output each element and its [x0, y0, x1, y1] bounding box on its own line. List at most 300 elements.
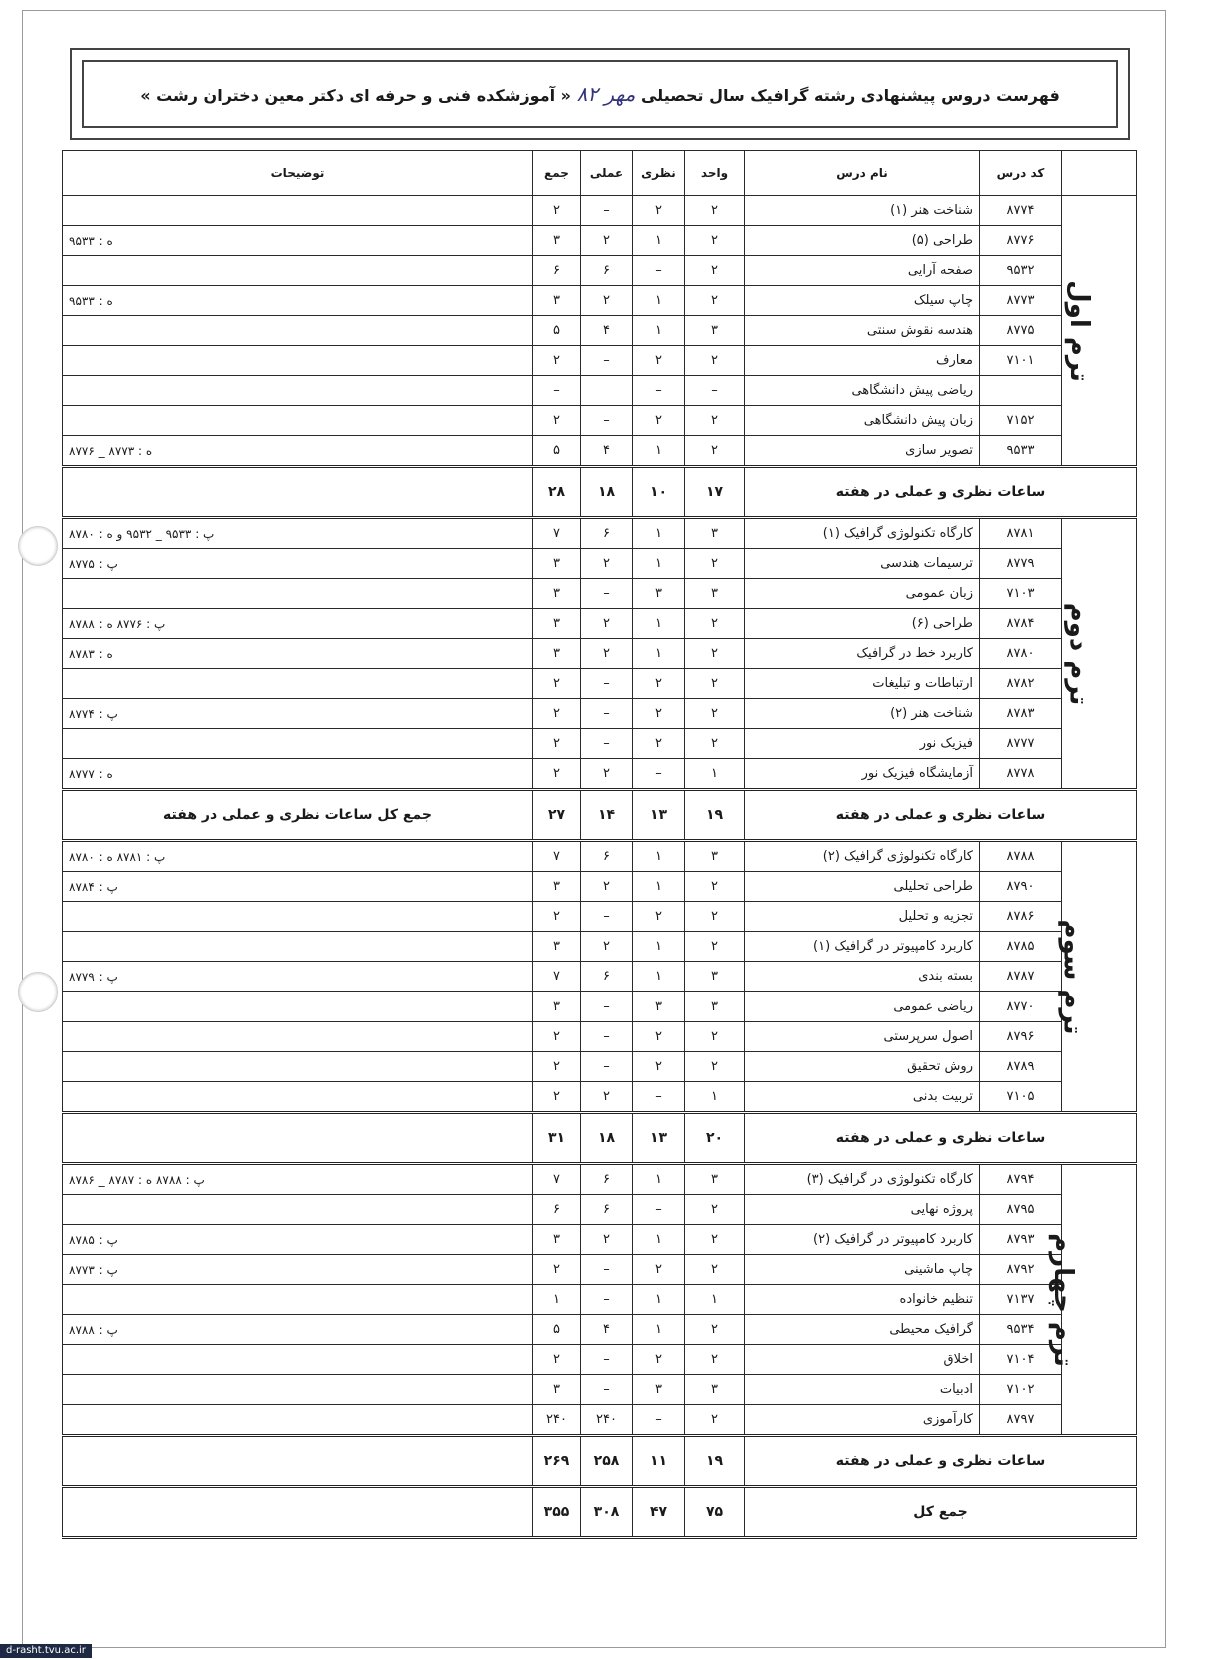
- course-practice: ۲: [581, 286, 633, 316]
- course-total: ۳: [533, 639, 581, 669]
- course-code: ۸۷۸۶: [980, 902, 1062, 932]
- course-practice: ۲۴۰: [581, 1405, 633, 1436]
- course-units: ۱: [685, 1082, 745, 1113]
- term-label: ترم دوم: [1063, 602, 1094, 705]
- course-units: ۲: [685, 1022, 745, 1052]
- term-label-cell: [1062, 196, 1137, 467]
- course-code: ۸۷۹۳: [980, 1225, 1062, 1255]
- course-units: ۲: [685, 1052, 745, 1082]
- course-practice: –: [581, 699, 633, 729]
- course-units: ۲: [685, 1405, 745, 1436]
- course-units: ۱: [685, 1285, 745, 1315]
- course-theory: ۱: [633, 1164, 685, 1195]
- course-theory: –: [633, 1195, 685, 1225]
- summary-practice: ۱۸: [581, 467, 633, 518]
- header-total: جمع: [533, 151, 581, 196]
- course-theory: ۱: [633, 639, 685, 669]
- course-theory: ۳: [633, 992, 685, 1022]
- course-name: کاربرد خط در گرافیک: [745, 639, 980, 669]
- course-row: [63, 932, 1137, 962]
- summary-units: ۱۷: [685, 467, 745, 518]
- course-theory: –: [633, 1405, 685, 1436]
- course-theory: ۲: [633, 406, 685, 436]
- course-practice: –: [581, 346, 633, 376]
- term-summary-row: [63, 467, 1137, 518]
- course-total: ۲: [533, 1022, 581, 1052]
- course-name: شناخت هنر (۱): [745, 196, 980, 226]
- course-row: [63, 1164, 1137, 1195]
- course-row: [63, 196, 1137, 226]
- course-note: [63, 932, 533, 962]
- course-note: ه : ۹۵۳۳: [63, 286, 533, 316]
- course-note: [63, 316, 533, 346]
- course-row: [63, 1405, 1137, 1436]
- course-units: ۲: [685, 639, 745, 669]
- course-total: ۳: [533, 226, 581, 256]
- course-practice: –: [581, 1285, 633, 1315]
- course-row: [63, 992, 1137, 1022]
- course-name: اصول سرپرستی: [745, 1022, 980, 1052]
- term-label: ترم چهارم: [1048, 1232, 1079, 1367]
- summary-practice: ۱۸: [581, 1113, 633, 1164]
- course-total: ۳: [533, 609, 581, 639]
- summary-note: [63, 467, 533, 518]
- course-code: ۹۵۳۲: [980, 256, 1062, 286]
- course-units: ۳: [685, 992, 745, 1022]
- course-code: ۸۷۸۱: [980, 518, 1062, 549]
- course-row: [63, 841, 1137, 872]
- course-practice: ۶: [581, 1195, 633, 1225]
- course-code: ۸۷۸۹: [980, 1052, 1062, 1082]
- grand-total-note: [63, 1487, 533, 1538]
- course-units: ۲: [685, 1195, 745, 1225]
- course-note: [63, 1022, 533, 1052]
- grand-total-theory: ۴۷: [633, 1487, 685, 1538]
- summary-total: ۲۸: [533, 467, 581, 518]
- course-code: ۸۷۹۶: [980, 1022, 1062, 1052]
- course-total: ۳: [533, 992, 581, 1022]
- course-practice: –: [581, 1022, 633, 1052]
- course-code: ۸۷۹۰: [980, 872, 1062, 902]
- course-note: [63, 196, 533, 226]
- course-units: ۲: [685, 1345, 745, 1375]
- course-note: پ : ۸۷۷۶ ه : ۸۷۸۸: [63, 609, 533, 639]
- course-note: ه : ۹۵۳۳: [63, 226, 533, 256]
- course-theory: ۱: [633, 226, 685, 256]
- course-name: تجزیه و تحلیل: [745, 902, 980, 932]
- course-note: [63, 729, 533, 759]
- course-name: زبان عمومی: [745, 579, 980, 609]
- course-practice: –: [581, 992, 633, 1022]
- course-units: ۲: [685, 699, 745, 729]
- course-practice: ۶: [581, 256, 633, 286]
- course-total: ۵: [533, 316, 581, 346]
- course-practice: –: [581, 1375, 633, 1405]
- course-total: ۲: [533, 699, 581, 729]
- summary-label: ساعات نظری و عملی در هفته: [745, 1436, 1137, 1487]
- course-total: ۲: [533, 759, 581, 790]
- course-note: [63, 579, 533, 609]
- term-header: [1062, 151, 1137, 196]
- course-total: ۳: [533, 286, 581, 316]
- course-code: ۸۷۹۵: [980, 1195, 1062, 1225]
- grand-total-label: جمع کل: [745, 1487, 1137, 1538]
- summary-total: ۳۱: [533, 1113, 581, 1164]
- course-name: کارگاه تکنولوژی گرافیک (۲): [745, 841, 980, 872]
- course-total: ۵: [533, 436, 581, 467]
- course-note: پ : ۸۷۷۵: [63, 549, 533, 579]
- course-name: پروژه نهایی: [745, 1195, 980, 1225]
- course-practice: ۲: [581, 759, 633, 790]
- course-units: ۲: [685, 196, 745, 226]
- term-summary-row: [63, 1436, 1137, 1487]
- course-name: زبان پیش دانشگاهی: [745, 406, 980, 436]
- course-name: کارآموزی: [745, 1405, 980, 1436]
- course-total: ۲: [533, 1052, 581, 1082]
- course-name: کارگاه تکنولوژی گرافیک (۱): [745, 518, 980, 549]
- course-total: ۷: [533, 518, 581, 549]
- course-name: اخلاق: [745, 1345, 980, 1375]
- summary-practice: ۱۴: [581, 790, 633, 841]
- course-theory: ۳: [633, 1375, 685, 1405]
- course-total: –: [533, 376, 581, 406]
- course-name: گرافیک محیطی: [745, 1315, 980, 1345]
- course-row: [63, 872, 1137, 902]
- course-total: ۷: [533, 841, 581, 872]
- header-units: واحد: [685, 151, 745, 196]
- course-row: [63, 1052, 1137, 1082]
- course-units: ۲: [685, 932, 745, 962]
- course-name: فیزیک نور: [745, 729, 980, 759]
- course-theory: ۲: [633, 729, 685, 759]
- course-name: چاپ سیلک: [745, 286, 980, 316]
- course-name: شناخت هنر (۲): [745, 699, 980, 729]
- course-practice: ۴: [581, 436, 633, 467]
- course-practice: [581, 376, 633, 406]
- course-units: ۲: [685, 346, 745, 376]
- footer-url: d-rasht.tvu.ac.ir: [0, 1644, 92, 1658]
- course-practice: –: [581, 579, 633, 609]
- course-units: ۲: [685, 406, 745, 436]
- course-note: پ : ۹۵۳۳ _ ۹۵۳۲ و ه : ۸۷۸۰: [63, 518, 533, 549]
- course-row: [63, 699, 1137, 729]
- course-row: [63, 1082, 1137, 1113]
- summary-note: جمع کل ساعات نظری و عملی در هفته: [63, 790, 533, 841]
- course-note: [63, 1405, 533, 1436]
- course-code: ۸۷۷۰: [980, 992, 1062, 1022]
- summary-units: ۲۰: [685, 1113, 745, 1164]
- summary-total: ۲۶۹: [533, 1436, 581, 1487]
- course-name: ریاضی پیش دانشگاهی: [745, 376, 980, 406]
- course-row: [63, 759, 1137, 790]
- course-note: پ : ۸۷۷۳: [63, 1255, 533, 1285]
- course-theory: ۱: [633, 932, 685, 962]
- course-theory: ۲: [633, 196, 685, 226]
- course-units: ۲: [685, 226, 745, 256]
- course-row: [63, 286, 1137, 316]
- course-code: ۸۷۸۳: [980, 699, 1062, 729]
- course-note: [63, 1195, 533, 1225]
- course-practice: –: [581, 902, 633, 932]
- course-total: ۳: [533, 1225, 581, 1255]
- course-theory: ۱: [633, 316, 685, 346]
- course-row: [63, 256, 1137, 286]
- course-code: ۸۷۹۴: [980, 1164, 1062, 1195]
- course-name: کاربرد کامپیوتر در گرافیک (۲): [745, 1225, 980, 1255]
- course-practice: ۲: [581, 609, 633, 639]
- course-theory: ۲: [633, 1255, 685, 1285]
- course-theory: ۱: [633, 549, 685, 579]
- course-note: [63, 992, 533, 1022]
- course-code: [980, 376, 1062, 406]
- grand-total-row: [63, 1487, 1137, 1538]
- course-row: [63, 729, 1137, 759]
- course-code: ۷۱۳۷: [980, 1285, 1062, 1315]
- course-total: ۲: [533, 902, 581, 932]
- course-practice: ۲: [581, 1225, 633, 1255]
- course-code: ۸۷۷۶: [980, 226, 1062, 256]
- course-units: ۲: [685, 256, 745, 286]
- course-note: پ : ۸۷۷۴: [63, 699, 533, 729]
- header-practice: عملی: [581, 151, 633, 196]
- page-title: [140, 82, 1060, 106]
- course-name: ریاضی عمومی: [745, 992, 980, 1022]
- summary-total: ۲۷: [533, 790, 581, 841]
- summary-units: ۱۹: [685, 1436, 745, 1487]
- course-row: [63, 436, 1137, 467]
- course-name: تصویر سازی: [745, 436, 980, 467]
- course-name: صفحه آرایی: [745, 256, 980, 286]
- course-practice: –: [581, 729, 633, 759]
- course-name: بسته بندی: [745, 962, 980, 992]
- course-code: ۸۷۷۳: [980, 286, 1062, 316]
- course-row: [63, 609, 1137, 639]
- course-note: پ : ۸۷۸۸ ه : ۸۷۸۷ _ ۸۷۸۶: [63, 1164, 533, 1195]
- course-units: –: [685, 376, 745, 406]
- course-row: [63, 226, 1137, 256]
- course-practice: ۲: [581, 226, 633, 256]
- course-row: [63, 549, 1137, 579]
- term-label: ترم سوم: [1057, 919, 1088, 1034]
- course-row: [63, 1255, 1137, 1285]
- course-practice: ۴: [581, 316, 633, 346]
- course-theory: ۲: [633, 669, 685, 699]
- summary-theory: ۱۳: [633, 1113, 685, 1164]
- header-theory: نظری: [633, 151, 685, 196]
- title-prefix: فهرست دروس پیشنهادی رشته گرافیک سال تحصیلی: [640, 86, 1060, 105]
- course-name: کاربرد کامپیوتر در گرافیک (۱): [745, 932, 980, 962]
- course-total: ۲: [533, 669, 581, 699]
- course-code: ۸۷۸۰: [980, 639, 1062, 669]
- course-units: ۲: [685, 609, 745, 639]
- course-name: هندسه نقوش سنتی: [745, 316, 980, 346]
- course-practice: ۲: [581, 639, 633, 669]
- course-code: ۷۱۰۳: [980, 579, 1062, 609]
- course-code: ۸۷۸۵: [980, 932, 1062, 962]
- course-row: [63, 376, 1137, 406]
- course-code: ۷۱۰۵: [980, 1082, 1062, 1113]
- course-total: ۲: [533, 196, 581, 226]
- course-code: ۸۷۷۷: [980, 729, 1062, 759]
- course-total: ۲: [533, 1082, 581, 1113]
- grand-total-units: ۷۵: [685, 1487, 745, 1538]
- course-name: ادبیات: [745, 1375, 980, 1405]
- course-name: معارف: [745, 346, 980, 376]
- course-row: [63, 518, 1137, 549]
- course-note: ه : ۸۷۸۳: [63, 639, 533, 669]
- course-theory: ۲: [633, 1022, 685, 1052]
- course-theory: ۳: [633, 579, 685, 609]
- header-notes: توضیحات: [63, 151, 533, 196]
- course-theory: –: [633, 256, 685, 286]
- term-label-cell: [1048, 1164, 1137, 1436]
- course-theory: ۱: [633, 1225, 685, 1255]
- course-theory: ۱: [633, 1315, 685, 1345]
- course-theory: ۲: [633, 1345, 685, 1375]
- summary-label: ساعات نظری و عملی در هفته: [745, 1113, 1137, 1164]
- course-total: ۱: [533, 1285, 581, 1315]
- course-units: ۱: [685, 759, 745, 790]
- course-total: ۲: [533, 1345, 581, 1375]
- course-code: ۹۵۳۴: [980, 1315, 1062, 1345]
- course-code: ۹۵۳۳: [980, 436, 1062, 467]
- course-note: پ : ۸۷۸۴: [63, 872, 533, 902]
- term-label-cell: [1062, 518, 1137, 790]
- course-units: ۲: [685, 729, 745, 759]
- course-theory: ۱: [633, 1285, 685, 1315]
- course-theory: ۱: [633, 841, 685, 872]
- course-practice: ۴: [581, 1315, 633, 1345]
- course-practice: ۲: [581, 932, 633, 962]
- course-name: روش تحقیق: [745, 1052, 980, 1082]
- course-code: ۸۷۷۵: [980, 316, 1062, 346]
- course-code: ۸۷۸۸: [980, 841, 1062, 872]
- course-units: ۳: [685, 579, 745, 609]
- course-theory: ۲: [633, 902, 685, 932]
- course-row: [63, 1022, 1137, 1052]
- course-units: ۲: [685, 669, 745, 699]
- course-note: [63, 1082, 533, 1113]
- course-name: آزمایشگاه فیزیک نور: [745, 759, 980, 790]
- course-note: پ : ۸۷۸۸: [63, 1315, 533, 1345]
- course-name: طراحی تحلیلی: [745, 872, 980, 902]
- course-name: تربیت بدنی: [745, 1082, 980, 1113]
- course-name: ترسیمات هندسی: [745, 549, 980, 579]
- course-theory: ۱: [633, 872, 685, 902]
- course-total: ۲: [533, 1255, 581, 1285]
- course-total: ۶: [533, 256, 581, 286]
- course-code: ۷۱۰۱: [980, 346, 1062, 376]
- course-note: [63, 1052, 533, 1082]
- course-units: ۳: [685, 518, 745, 549]
- course-note: [63, 1375, 533, 1405]
- summary-label: ساعات نظری و عملی در هفته: [745, 467, 1137, 518]
- course-code: ۸۷۸۲: [980, 669, 1062, 699]
- course-table: [62, 150, 1137, 1539]
- summary-note: [63, 1436, 533, 1487]
- handwritten-year: مهر ۸۲: [576, 82, 636, 106]
- course-practice: –: [581, 196, 633, 226]
- course-note: ه : ۸۷۷۳ _ ۸۷۷۶: [63, 436, 533, 467]
- course-row: [63, 669, 1137, 699]
- course-practice: ۶: [581, 1164, 633, 1195]
- header-name: نام درس: [745, 151, 980, 196]
- term-label: ترم اول: [1064, 279, 1095, 382]
- course-theory: ۱: [633, 609, 685, 639]
- course-practice: ۶: [581, 518, 633, 549]
- course-name: چاپ ماشینی: [745, 1255, 980, 1285]
- course-total: ۲۴۰: [533, 1405, 581, 1436]
- summary-note: [63, 1113, 533, 1164]
- course-name: تنظیم خانواده: [745, 1285, 980, 1315]
- summary-units: ۱۹: [685, 790, 745, 841]
- course-row: [63, 316, 1137, 346]
- title-box: [70, 48, 1130, 140]
- course-row: [63, 1375, 1137, 1405]
- course-note: [63, 256, 533, 286]
- course-total: ۲: [533, 729, 581, 759]
- course-total: ۳: [533, 872, 581, 902]
- course-units: ۲: [685, 1225, 745, 1255]
- course-row: [63, 579, 1137, 609]
- course-note: ه : ۸۷۷۷: [63, 759, 533, 790]
- course-row: [63, 962, 1137, 992]
- course-practice: ۶: [581, 962, 633, 992]
- course-units: ۳: [685, 841, 745, 872]
- course-row: [63, 1285, 1137, 1315]
- course-units: ۲: [685, 286, 745, 316]
- course-note: پ : ۸۷۷۹: [63, 962, 533, 992]
- grand-total-practice: ۳۰۸: [581, 1487, 633, 1538]
- course-theory: ۱: [633, 518, 685, 549]
- course-name: ارتباطات و تبلیغات: [745, 669, 980, 699]
- course-units: ۳: [685, 316, 745, 346]
- course-note: [63, 376, 533, 406]
- course-total: ۷: [533, 962, 581, 992]
- grand-total-total: ۳۵۵: [533, 1487, 581, 1538]
- header-code: کد درس: [980, 151, 1062, 196]
- course-practice: ۲: [581, 872, 633, 902]
- course-code: ۷۱۰۲: [980, 1375, 1062, 1405]
- summary-practice: ۲۵۸: [581, 1436, 633, 1487]
- course-units: ۲: [685, 1255, 745, 1285]
- course-code: ۸۷۹۲: [980, 1255, 1062, 1285]
- course-total: ۶: [533, 1195, 581, 1225]
- course-theory: ۲: [633, 346, 685, 376]
- course-theory: –: [633, 1082, 685, 1113]
- course-total: ۳: [533, 549, 581, 579]
- course-code: ۷۱۰۴: [980, 1345, 1062, 1375]
- course-name: کارگاه تکنولوژی در گرافیک (۳): [745, 1164, 980, 1195]
- course-theory: –: [633, 759, 685, 790]
- summary-label: ساعات نظری و عملی در هفته: [745, 790, 1137, 841]
- summary-theory: ۱۱: [633, 1436, 685, 1487]
- course-name: طراحی (۶): [745, 609, 980, 639]
- course-code: ۷۱۵۲: [980, 406, 1062, 436]
- course-row: [63, 1315, 1137, 1345]
- course-units: ۲: [685, 872, 745, 902]
- course-code: ۸۷۸۴: [980, 609, 1062, 639]
- course-theory: ۱: [633, 286, 685, 316]
- course-units: ۳: [685, 1375, 745, 1405]
- course-practice: –: [581, 1255, 633, 1285]
- course-theory: ۱: [633, 962, 685, 992]
- course-code: ۸۷۷۹: [980, 549, 1062, 579]
- course-total: ۳: [533, 932, 581, 962]
- course-total: ۵: [533, 1315, 581, 1345]
- term-summary-row: [63, 1113, 1137, 1164]
- course-note: [63, 669, 533, 699]
